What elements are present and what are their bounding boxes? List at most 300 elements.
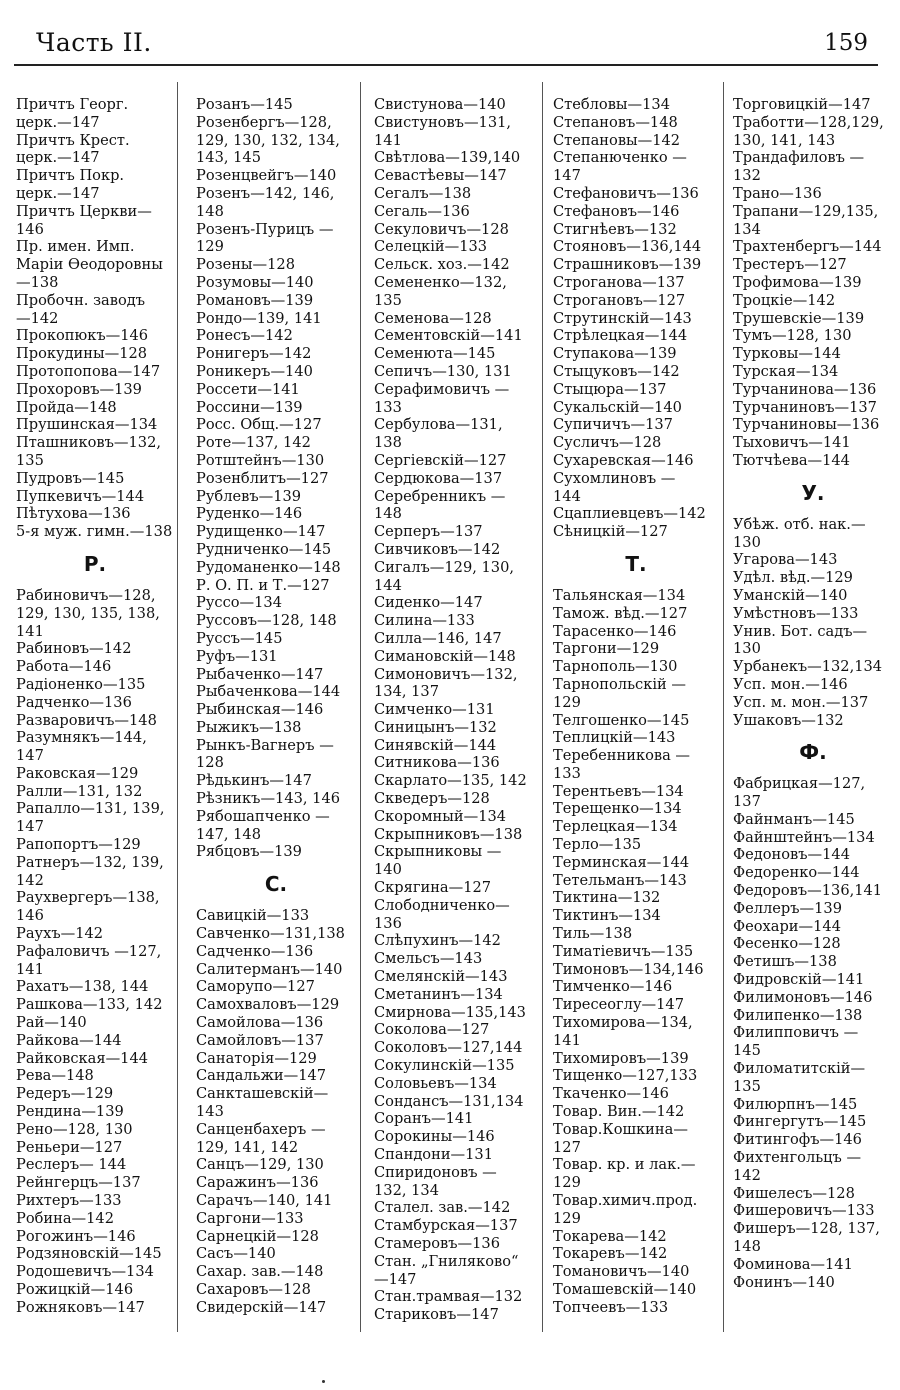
index-entry-line: Рогожинъ—146 [16,1227,136,1245]
index-entry-line: Терло—135 [553,836,642,854]
index-entry-line: Рено—128, 130 [16,1120,133,1138]
index-entry-line: Сметанинъ—134 [374,985,503,1003]
index-entry-line: Причтъ Покр. [16,167,125,185]
index-entry-line: Р. О. П. и Т.—127 [196,576,330,594]
index-entry-line: Тыховичъ—141 [733,434,851,452]
index-entry-line: Смирнова—135,143 [374,1003,526,1021]
index-entry-line: Свистунова—140 [374,96,506,113]
index-entry-line: Скрыпниковъ—138 [374,825,523,843]
index-entry-line: церк.—147 [16,113,100,131]
index-entry-line: 147, 148 [196,825,261,843]
index-entry-line: Трано—136 [733,184,822,202]
index-entry-line: 133 [374,398,402,416]
index-entry-line: 130, 141, 143 [733,131,836,149]
index-entry-line: Фингергутъ—145 [733,1113,867,1131]
index-entry-line: Стояновъ—136,144 [553,238,702,256]
index-entry-line: Розены—128 [196,256,295,274]
index-entry-line: Рынкъ-Вагнеръ — [196,736,334,754]
index-entry-line: Тихомирова—134, [553,1014,693,1032]
index-entry-line: Смелянскій—143 [374,968,508,986]
index-entry-line: Ралли—131, 132 [16,782,143,800]
index-entry-line: 144 [374,576,402,594]
index-entry-line: Робина—142 [16,1209,114,1227]
index-entry-line: Файнманъ—145 [733,810,855,828]
index-entry-line: Рондо—139, 141 [196,309,322,327]
index-entry-line: Причтъ Георг. [16,96,129,113]
index-entry-line: Тетельманъ—143 [553,871,687,889]
index-entry-line: 129 [553,1209,581,1227]
index-entry-line: Свистуновъ—131, [374,113,512,131]
index-entry-line: 141 [16,622,44,640]
index-entry-line: Ткаченко—146 [553,1085,669,1103]
index-column-5 [733,96,893,1291]
index-entry-line: Товар. кр. и лак.— [553,1156,696,1174]
index-entry-line: 137 [733,793,761,811]
index-entry-line: Трестеръ—127 [733,256,847,274]
index-entry-line: 146 [16,220,44,238]
index-entry-line: Соловьевъ—134 [374,1074,497,1092]
index-entry-line: Саргони—133 [196,1209,304,1227]
index-entry-line: Сементовскій—141 [374,327,523,345]
index-column-3 [374,96,538,1324]
index-entry-line: Трандафиловъ — [733,149,865,167]
index-entry-line: 141 [553,1031,581,1049]
index-entry-line: Санценбахеръ — [196,1120,326,1138]
index-entry-line: Прокудины—128 [16,345,148,363]
index-entry-line: Уманскій—140 [733,586,848,604]
index-entry-line: Родзяновскій—145 [16,1245,162,1263]
index-entry-line: Радіоненко—135 [16,675,146,693]
index-entry-line: Тиматіевичъ—135 [553,942,694,960]
index-entry-line: Трушевскіе—139 [733,309,865,327]
index-entry-line: Райковская—144 [16,1049,149,1067]
index-entry-line: Сорокины—146 [374,1128,495,1146]
index-entry-line: Товар.Кошкина— [553,1120,688,1138]
section-letter-heading: Р. [83,551,107,576]
index-entry-line: Троцкіе—142 [733,291,836,309]
index-entry-line: Турковы—144 [733,345,841,363]
index-entry-line: 133 [553,764,581,782]
index-entry-line: Сцаплиевцевъ—142 [553,505,706,523]
index-entry-line: Смельсъ—143 [374,950,483,968]
index-entry-line: 130 [733,533,761,551]
index-entry-line: Саморупо—127 [196,978,315,996]
index-entry-line: Ронигеръ—142 [196,345,312,363]
index-entry-line: Савицкій—133 [196,907,310,925]
index-entry-line: Пупкевичъ—144 [16,487,145,505]
index-entry-line: Струтинскій—143 [553,309,692,327]
index-entry-line: Рудоманенко—148 [196,558,341,576]
index-entry-line: Федоновъ—144 [733,846,850,864]
index-entry-line: Филипенко—138 [733,1006,863,1024]
index-entry-line: Ситникова—136 [374,754,500,772]
index-entry-line: 134 [733,220,761,238]
index-entry-line: Тумъ—128, 130 [733,327,852,345]
index-entry-line: Турчаниновы—136 [733,416,880,434]
index-entry-line: Причтъ Церкви— [16,202,152,220]
index-entry-line: Самойлова—136 [196,1014,324,1032]
index-entry-line: Трофимова—139 [733,273,862,291]
index-entry-line: Слѣпухинъ—142 [374,932,501,950]
index-entry-line: Томашевскій—140 [553,1281,697,1298]
index-entry-line: Телгошенко—145 [553,711,690,729]
index-entry-line: 144 [553,487,581,505]
index-entry-line: Рапалло—131, 139, [16,800,165,818]
index-entry-line: Терентьевъ—134 [553,782,684,800]
index-entry-line: 147 [16,747,44,765]
page-header [36,28,878,62]
index-entry-line: Сегаль—136 [374,202,470,220]
index-entry-line: Удѣл. вѣд.—129 [733,569,853,587]
printer-speck [322,1380,325,1383]
index-entry-line: Сандальжи—147 [196,1067,327,1085]
index-entry-line: Сиденко—147 [374,594,483,612]
index-entry-line: Фишеръ—128, 137, [733,1220,880,1238]
index-entry-line: Сигалъ—129, 130, [374,558,515,576]
index-entry-line: Скведеръ—128 [374,790,490,808]
index-entry-line: —147 [374,1270,417,1288]
index-entry-line: Стамбурская—137 [374,1217,518,1235]
page-number: 159 [824,30,868,56]
index-entry-line: Серафимовичъ — [374,380,510,398]
index-entry-line: Слободниченко— [374,896,510,914]
index-entry-line: Реньери—127 [16,1138,123,1156]
index-entry-line: Федоровъ—136,141 [733,882,883,900]
index-entry-line: Протопопова—147 [16,362,161,380]
index-entry-line: Синявскій—144 [374,736,497,754]
index-entry-line: Санцъ—129, 130 [196,1156,324,1174]
index-entry-line: 135 [374,291,402,309]
index-entry-line: Пройда—148 [16,398,117,416]
index-entry-line: Салитерманъ—140 [196,960,343,978]
index-entry-line: Стыцуковъ—142 [553,362,680,380]
index-entry-line: Тихомировъ—139 [553,1049,689,1067]
index-entry-line: Турская—134 [733,362,839,380]
index-entry-line: 129, 130, 135, 138, [16,604,160,622]
index-entry-line: Секуловичъ—128 [374,220,509,238]
index-entry-line: Фесенко—128 [733,935,841,953]
index-entry-line: Урбанекъ—132,134 [733,658,883,676]
index-entry-line: Рыбаченкова—144 [196,683,341,701]
index-entry-line: Фидровскій—141 [733,971,865,989]
index-entry-line: церк.—147 [16,184,100,202]
index-entry-line: Стрѣлецкая—144 [553,327,688,345]
index-entry-line: Прокопюкъ—146 [16,327,149,345]
index-entry-line: Рабиновичъ—128, [16,586,156,604]
index-entry-line: Сарачъ—140, 141 [196,1192,333,1210]
index-entry-line: Фитингофъ—146 [733,1131,862,1149]
index-entry-line: Терминская—144 [553,853,690,871]
index-entry-line: 129 [196,238,224,256]
index-entry-line: Руссо—134 [196,594,282,612]
index-entry-line: Романовъ—139 [196,291,314,309]
index-entry-line: Причтъ Крест. [16,131,130,149]
part-title: Часть II. [36,28,152,57]
index-entry-line: Тработти—128,129, [733,113,884,131]
column-divider [723,82,724,1332]
index-entry-line: Руссъ—145 [196,629,283,647]
index-entry-line: 134, 137 [374,683,439,701]
index-entry-line: Ратнеръ—132, 139, [16,853,164,871]
index-entry-line: Сухаревская—146 [553,451,694,469]
index-entry-line: Сахар. зав.—148 [196,1263,324,1281]
index-entry-line: Сокулинскій—135 [374,1057,515,1075]
index-entry-line: 141 [16,960,44,978]
index-entry-line: Страшниковъ—139 [553,256,702,274]
index-entry-line: Стан.трамвая—132 [374,1288,523,1306]
index-entry-line: —142 [16,309,59,327]
index-entry-line: Стигнѣевъ—132 [553,220,677,238]
index-entry-line: Тарнополь—130 [553,658,678,676]
index-entry-line: Роникеръ—140 [196,362,313,380]
index-entry-line: Фишеровичъ—133 [733,1202,875,1220]
index-entry-line: Унив. Бот. садъ— [733,622,868,640]
index-entry-line: 136 [374,914,402,932]
index-entry-line: Фетишъ—138 [733,953,837,971]
index-entry-line: Рашкова—133, 142 [16,996,163,1014]
column-divider [360,82,361,1332]
index-entry-line: Усп. мон.—146 [733,675,848,693]
index-entry-line: 135 [733,1077,761,1095]
index-entry-line: Тарнопольскій — [553,675,686,693]
index-entry-line: Пташниковъ—132, [16,434,162,452]
index-entry-line: Стыцюра—137 [553,380,667,398]
index-entry-line: Сергіевскій—127 [374,451,507,469]
index-entry-line: Рябцовъ—139 [196,843,302,861]
index-entry-line: Товар.химич.прод. [553,1192,698,1210]
index-entry-line: Турчанинова—136 [733,380,877,398]
index-entry-line: Санаторія—129 [196,1049,317,1067]
index-entry-line: Строгановъ—127 [553,291,686,309]
index-entry-line: Прохоровъ—139 [16,380,142,398]
index-entry-line: 140 [374,861,402,879]
index-entry-line: Рожицкій—146 [16,1281,134,1298]
index-entry-line: 129, 141, 142 [196,1138,299,1156]
index-entry-line: Россини—139 [196,398,303,416]
index-entry-line: Феохари—144 [733,917,841,935]
index-entry-line: 132 [733,167,761,185]
index-entry-line: Фоминова—141 [733,1255,853,1273]
index-entry-line: Родошевичъ—134 [16,1263,154,1281]
index-entry-line: 148 [374,505,402,523]
index-entry-line: Рыжикъ—138 [196,718,302,736]
index-entry-line: Реслеръ— 144 [16,1156,127,1174]
index-entry-line: Селецкій—133 [374,238,488,256]
index-entry-line: Симоновичъ—132, [374,665,518,683]
index-entry-line: Сивчиковъ—142 [374,540,501,558]
index-entry-line: Симановскій—148 [374,647,516,665]
index-entry-line: 142 [16,871,44,889]
index-entry-line: 143, 145 [196,149,261,167]
index-entry-line: Таргони—129 [553,640,660,658]
index-entry-line: Фишелесъ—128 [733,1184,855,1202]
index-entry-line: Терлецкая—134 [553,818,678,836]
index-entry-line: Розенъ—142, 146, [196,184,335,202]
index-entry-line: Радченко—136 [16,693,132,711]
index-entry-line: Токаревъ—142 [553,1245,668,1263]
index-entry-line: Тимоновъ—134,146 [553,960,704,978]
index-entry-line: Самохваловъ—129 [196,996,340,1014]
index-entry-line: Розенбергъ—128, [196,113,332,131]
index-entry-line: Ротштейнъ—130 [196,451,325,469]
index-entry-line: Федоренко—144 [733,864,860,882]
index-entry-line: Ушаковъ—132 [733,711,844,729]
index-entry-line: Стан. „Гниляково“ [374,1252,519,1270]
index-entry-line: Раковская—129 [16,764,139,782]
index-entry-line: Рендина—139 [16,1103,124,1121]
index-column-1 [16,96,174,1317]
index-entry-line: Сукальскій—140 [553,398,682,416]
index-entry-line: Ступакова—139 [553,345,677,363]
index-entry-line: Фабрицкая—127, [733,775,866,793]
index-entry-line: Стамеровъ—136 [374,1235,501,1252]
index-entry-line: Пудровъ—145 [16,469,125,487]
index-entry-line: Рожняковъ—147 [16,1298,145,1316]
index-entry-line: Рудищенко—147 [196,523,326,541]
index-entry-line: Пр. имен. Имп. [16,238,135,256]
index-entry-line: Скрыпниковы — [374,843,502,861]
index-entry-line: Свидерскій—147 [196,1298,327,1316]
index-entry-line: Турчаниновъ—137 [733,398,877,416]
index-entry-line: Маріи Өеодоровны [16,256,163,274]
index-entry-line: Севастѣевы—147 [374,167,507,185]
index-entry-line: Пѣтухова—136 [16,505,131,523]
index-entry-line: Филоматитскій— [733,1060,866,1078]
index-entry-line: Товар. Вин.—142 [553,1103,685,1121]
index-entry-line: Тютчѣева—144 [733,451,850,469]
index-entry-line: Сахаровъ—128 [196,1281,311,1298]
index-entry-line: Степановъ—148 [553,113,678,131]
index-entry-line: Раухвергеръ—138, [16,889,160,907]
index-entry-line: 146 [16,907,44,925]
index-entry-line: Тиктинъ—134 [553,907,661,925]
index-entry-line: Семенюта—145 [374,345,496,363]
index-entry-line: Редеръ—129 [16,1085,114,1103]
index-entry-line: Росс. Общ.—127 [196,416,322,434]
index-entry-line: Сегалъ—138 [374,184,472,202]
index-entry-line: Соколова—127 [374,1021,490,1039]
index-entry-line: 145 [733,1042,761,1060]
index-entry-line: Рева—148 [16,1067,94,1085]
index-entry-line: Роте—137, 142 [196,434,311,452]
index-entry-line: Силла—146, 147 [374,629,502,647]
index-entry-line: Соколовъ—127,144 [374,1039,523,1057]
index-entry-line: Филимоновъ—146 [733,988,873,1006]
index-entry-line: Тиресеоглу—147 [553,996,684,1014]
index-entry-line: Сербулова—131, [374,416,503,434]
index-entry-line: Топчеевъ—133 [553,1298,669,1316]
index-entry-line: 138 [374,434,402,452]
index-entry-line: Рафаловичъ —127, [16,942,162,960]
index-entry-line: Скарлато—135, 142 [374,772,527,790]
section-letter-heading: У. [801,480,825,505]
index-entry-line: Убѣж. отб. нак.— [733,515,866,533]
index-entry-line: Ронесъ—142 [196,327,293,345]
index-entry-line: Рейнгерцъ—137 [16,1174,141,1192]
index-entry-line: Стефановъ—146 [553,202,680,220]
index-entry-line: 130 [733,640,761,658]
column-divider [542,82,543,1332]
index-entry-line: Раухъ—142 [16,925,104,943]
index-entry-line: Тальянская—134 [553,586,686,604]
index-entry-line: Розенцвейгъ—140 [196,167,337,185]
index-entry-line: Рыбинская—146 [196,701,324,719]
index-entry-line: Томановичъ—140 [553,1263,690,1281]
index-entry-line: Саражинъ—136 [196,1174,319,1192]
index-entry-line: Сасъ—140 [196,1245,276,1263]
index-entry-line: Филюрпнъ—145 [733,1095,858,1113]
index-entry-line: Стефановичъ—136 [553,184,699,202]
index-entry-line: Райкова—144 [16,1031,122,1049]
index-entry-line: Спандони—131 [374,1146,493,1164]
index-entry-line: Серперъ—137 [374,523,483,541]
index-entry-line: 147 [553,167,581,185]
index-entry-line: Умѣстновъ—133 [733,604,859,622]
index-entry-line: Розенъ-Пурицъ — [196,220,334,238]
index-entry-line: Рыбаченко—147 [196,665,324,683]
index-entry-line: Токарева—142 [553,1227,667,1245]
index-entry-line: Супичичъ—137 [553,416,673,434]
index-entry-line: Разваровичъ—148 [16,711,157,729]
index-entry-line: 148 [196,202,224,220]
index-entry-line: Семененко—132, [374,273,507,291]
index-entry-line: Сталел. зав.—142 [374,1199,511,1217]
index-entry-line: Феллеръ—139 [733,899,843,917]
index-entry-line: 129 [553,693,581,711]
column-divider [177,82,178,1332]
index-entry-line: Сусличъ—128 [553,434,662,452]
index-entry-line: Рапопортъ—129 [16,836,141,854]
index-entry-line: Тищенко—127,133 [553,1067,698,1085]
index-entry-line: 135 [16,451,44,469]
index-entry-line: 5-я муж. гимн.—138 [16,523,173,541]
index-entry-line: Тимченко—146 [553,978,673,996]
index-entry-line: Санкташевскій— [196,1085,329,1103]
index-entry-line: Разумнякъ—144, [16,729,147,747]
index-entry-line: Усп. м. мон.—137 [733,693,869,711]
index-entry-line: Сухомлиновъ — [553,469,676,487]
index-entry-line: Пробочн. заводъ [16,291,146,309]
index-entry-line: —138 [16,273,59,291]
index-entry-line: Стариковъ—147 [374,1306,499,1324]
index-entry-line: Фихтенгольцъ — [733,1149,862,1167]
section-letter-heading: С. [264,872,288,897]
index-entry-line: 148 [733,1238,761,1256]
index-entry-line: Синицынъ—132 [374,718,497,736]
index-entry-line: Рай—140 [16,1014,87,1032]
index-entry-line: Теплицкій—143 [553,729,676,747]
index-entry-line: Сарнецкій—128 [196,1227,319,1245]
index-entry-line: Симченко—131 [374,701,495,719]
index-column-2 [196,96,356,1317]
index-entry-line: Угарова—143 [733,551,838,569]
index-entry-line: Строганова—137 [553,273,685,291]
index-entry-line: Скоромный—134 [374,807,507,825]
index-entry-line: Рублевъ—139 [196,487,302,505]
index-entry-line: Тамож. вѣд.—127 [553,604,688,622]
index-entry-line: Розенблитъ—127 [196,469,329,487]
index-entry-line: Терещенко—134 [553,800,682,818]
section-letter-heading: Т. [625,551,647,576]
index-entry-line: Скрягина—127 [374,879,492,897]
header-rule [14,64,878,66]
index-entry-line: Степановы—142 [553,131,681,149]
index-entry-line: Рахатъ—138, 144 [16,978,149,996]
index-entry-line: Рихтеръ—133 [16,1192,122,1210]
index-entry-line: Стебловы—134 [553,96,670,113]
index-entry-line: Савченко—131,138 [196,925,345,943]
index-entry-line: церк.—147 [16,149,100,167]
